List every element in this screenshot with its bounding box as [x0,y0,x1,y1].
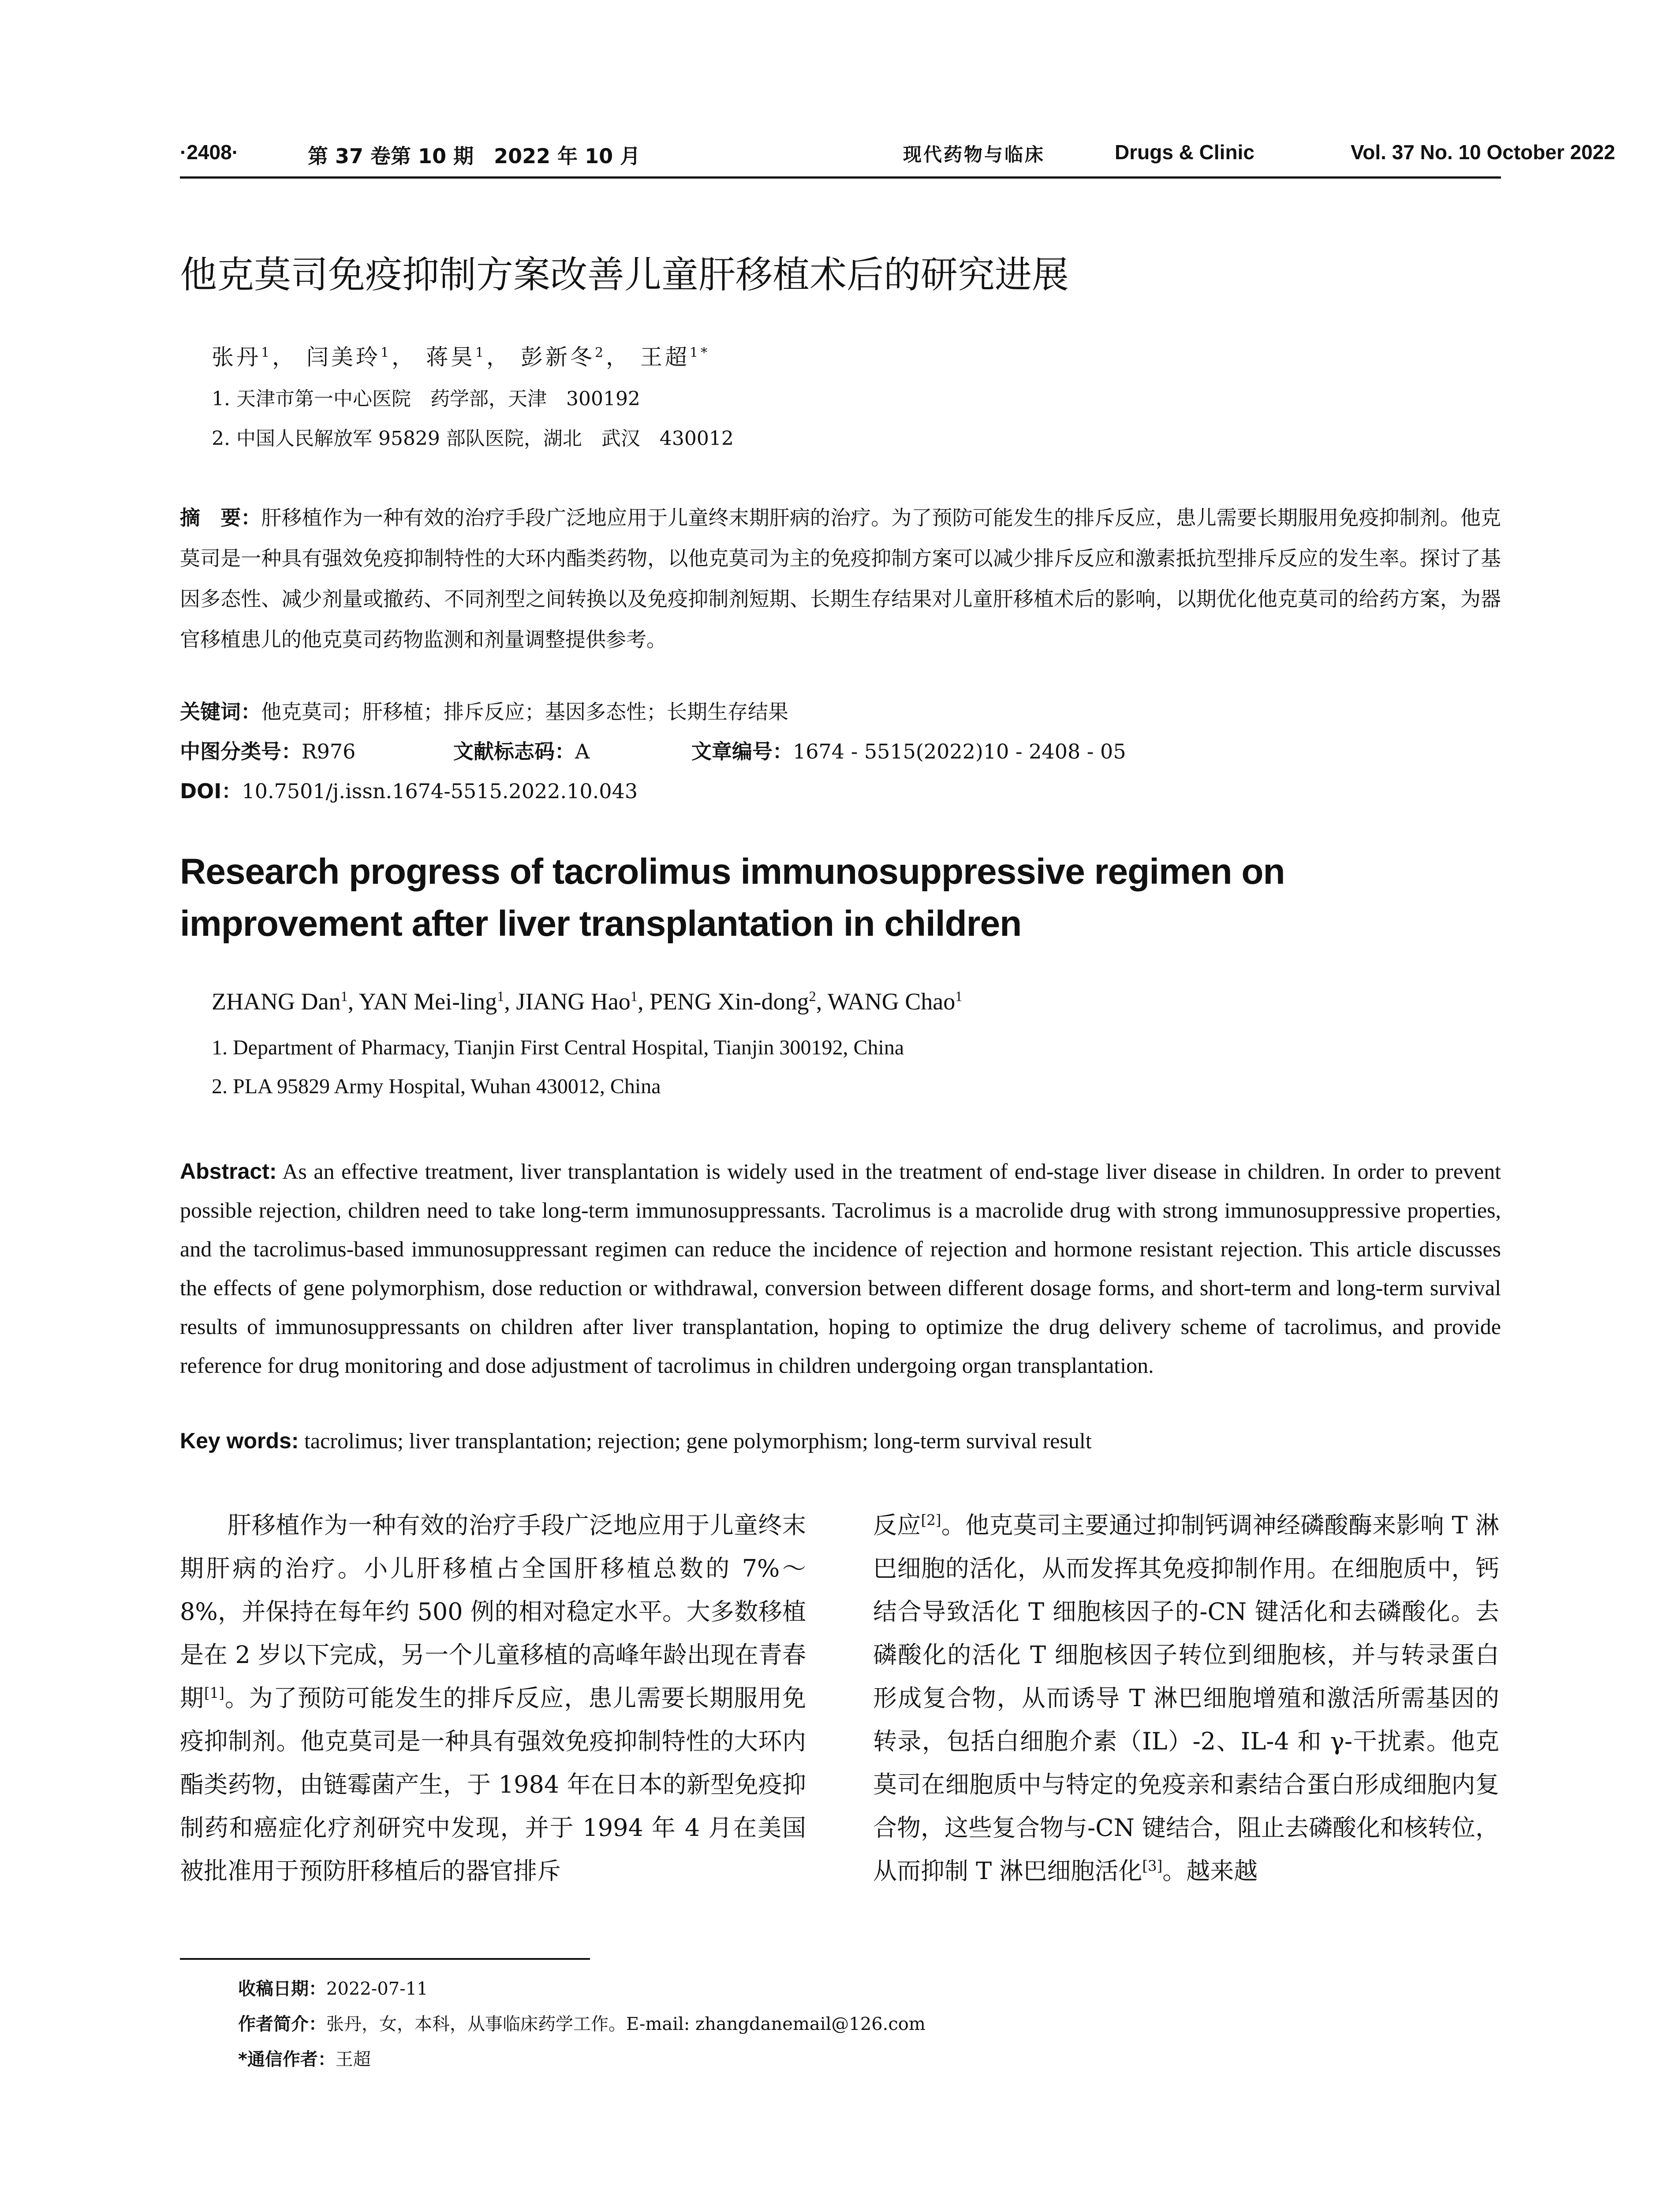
page-number: ·2408· [180,141,239,164]
doi-label: DOI： [180,779,242,803]
citation: [3] [1142,1857,1163,1874]
affiliation-zh: 2. 中国人民解放军 95829 部队医院，湖北 武汉 430012 [212,427,734,450]
author-zh: 闫美玲 [306,344,381,370]
keywords-zh-label: 关键词： [180,700,261,724]
title-zh: 他克莫司免疫抑制方案改善儿童肝移植术后的研究进展 [180,253,1069,296]
body-column-right [873,1504,1499,1893]
author-zh: 蒋昊 [426,344,475,370]
abstract-en-label: Abstract: [180,1159,277,1184]
footnote-received [238,1975,428,2000]
keywords-en-text: tacrolimus; liver transplantation; rejection; gene polymorphism; long-term survival result [304,1428,1092,1453]
keywords-en-label: Key words: [180,1428,299,1453]
clc-value: R976 [302,740,356,763]
abstract-zh-label: 摘 要： [180,506,261,530]
author-sup: 1 [340,989,348,1005]
abstract-zh-text: 肝移植作为一种有效的治疗手段广泛地应用于儿童终末期肝病的治疗。为了预防可能发生的排斥反应，患儿需要长期服用免疫抑制剂。他克莫司是一种具有强效免疫抑制特性的大环内酯类药物，以他克莫司为主的免疫抑制方案可以减少排斥反应和激素抵抗型排斥反应的发生率。探讨了基因多态性、减少剂量或撤药、不同剂型之间转换以及免疫抑制剂短期、长期生存结果对儿童肝移植术后的影响，以期优化他克莫司的给药方案，为器官移植患儿的他克莫司药物监测和剂量调整提供参考。 [180,506,1501,651]
author-sup: 1* [690,345,710,361]
footnote-corresponding [238,2045,371,2070]
body-text: 。越来越 [1162,1857,1258,1885]
received-date: 2022-07-11 [326,1979,428,1999]
author-en: ZHANG Dan [212,988,341,1015]
footnote-author-bio [238,2010,926,2035]
author-sup: 2 [595,345,606,361]
title-en: Research progress of tacrolimus immunosuppressive regimen on improvement after liver transplantation in children [180,852,1285,944]
journal-en: Drugs & Clinic [1115,141,1254,164]
abstract-en-text: As an effective treatment, liver transplantation is widely used in the treatment of end-stage liver disease in children. In order to prevent possible rejection, children need to take long-term immunosuppressants. Tacrolimus is a macrolide drug with strong immunosuppressive properties, and the tacrolimus-based immunosuppressant regimen can reduce the incidence of rejection and hormone resistant rejection. This article discusses the effects of gene polymorphism, dose reduction or withdrawal, conversion between different dosage forms, and short-term and long-term survival results of immunosuppressants on children after liver transplantation, hoping to optimize the drug delivery scheme of tacrolimus, and provide reference for drug monitoring and dose adjustment of tacrolimus in children undergoing organ transplantation. [180,1159,1501,1378]
author-zh: 张丹 [212,344,261,370]
author-sup: 2 [809,989,816,1005]
author-sup: 1 [475,345,487,361]
received-label: 收稿日期： [238,1979,326,1999]
body-text: 肝移植作为一种有效的治疗手段广泛地应用于儿童终末期肝病的治疗。小儿肝移植占全国肝移植总数的 7%～8%，并保持在每年约 500 例的相对稳定水平。大多数移植是在 2 岁以下完成，另一个儿童移植的高峰年龄出现在青春期 [180,1511,806,1712]
author-zh: 王超 [640,344,690,370]
author-sup: 1 [630,989,638,1005]
citation: [2] [921,1512,941,1529]
doc-code-value: A [575,740,590,763]
abstract-en [180,1152,1501,1385]
author-en: PENG Xin-dong [650,988,809,1015]
citation: [1] [204,1685,224,1701]
doi-line [180,775,638,804]
article-number-value: 1674 - 5515(2022)10 - 2408 - 05 [793,740,1126,763]
authors-zh: 张丹$^1$， 闫美玲$^1$， 蒋昊$^1$， 彭新冬$^2$， 王超$^{1*}$ [212,344,710,370]
author-zh: 彭新冬 [521,344,595,370]
bio-text: 张丹，女，本科，从事临床药学工作。E-mail: zhangdanemail@126.com [326,2014,926,2034]
issue-zh: 第 37 卷第 10 期 2022 年 10 月 [308,144,641,168]
bio-label: 作者简介： [238,2014,326,2034]
affiliation-en: 1. Department of Pharmacy, Tianjin First Central Hospital, Tianjin 300192, China [212,1036,904,1059]
body-text: 反应 [873,1511,921,1539]
footnote-rule [180,1958,590,1960]
running-header [180,140,1615,176]
clc-label: 中图分类号： [180,740,302,763]
body-text: 。他克莫司主要通过抑制钙调神经磷酸酶来影响 T 淋巴细胞的活化，从而发挥其免疫抑制作用。在细胞质中，钙结合导致活化 T 细胞核因子的-CN 键活化和去磷酸化。去磷酸化的活化 T 细胞核因子转位到细胞核，并与转录蛋白形成复合物，从而诱导 T 淋巴细胞增殖和激活所需基因的转录，包括白细胞介素（IL）-2、IL-4 和 γ-干扰素。他克莫司在细胞质中与特定的免疫亲和素结合蛋白形成细胞内复合物，这些复合物与-CN 键结合，阻止去磷酸化和核转位，从而抑制 T 淋巴细胞活化 [873,1511,1499,1885]
corresponding-author: 王超 [335,2049,371,2070]
body-text: 。为了预防可能发生的排斥反应，患儿需要长期服用免疫抑制剂。他克莫司是一种具有强效免疫抑制特性的大环内酯类药物，由链霉菌产生，于 1984 年在日本的新型免疫抑制药和癌症化疗剂研究中发现，并于 1994 年 4 月在美国被批准用于预防肝移植后的器官排斥 [180,1684,806,1885]
body-column-left [180,1504,806,1893]
author-sup: 1 [381,345,392,361]
keywords-zh-text: 他克莫司；肝移植；排斥反应；基因多态性；长期生存结果 [261,700,788,724]
author-sup: 1 [497,989,504,1005]
doi-value: 10.7501/j.issn.1674-5515.2022.10.043 [242,779,638,803]
article-number-label: 文章编号： [691,740,793,763]
header-rule [180,176,1501,179]
corresponding-label: *通信作者： [238,2049,336,2070]
author-en: JIANG Hao [516,988,631,1015]
author-en: YAN Mei-ling [358,988,497,1015]
author-sup: 1 [261,345,273,361]
keywords-en [180,1428,1501,1454]
keywords-zh [180,696,788,725]
affiliation-zh: 1. 天津市第一中心医院 药学部，天津 300192 [212,388,640,410]
abstract-zh [180,497,1501,660]
issue-en: Vol. 37 No. 10 October 2022 [1351,141,1615,164]
doc-code-label: 文献标志码： [453,740,575,763]
author-en: WANG Chao [827,988,956,1015]
authors-en: ZHANG Dan$^1$, YAN Mei-ling$^1$, JIANG Hao$^1$, PENG Xin-dong$^2$, WANG Chao$^1$ [212,988,963,1015]
journal-zh: 现代药物与临床 [903,144,1045,165]
author-sup: 1 [955,989,963,1005]
affiliation-en: 2. PLA 95829 Army Hospital, Wuhan 430012, China [212,1075,661,1098]
